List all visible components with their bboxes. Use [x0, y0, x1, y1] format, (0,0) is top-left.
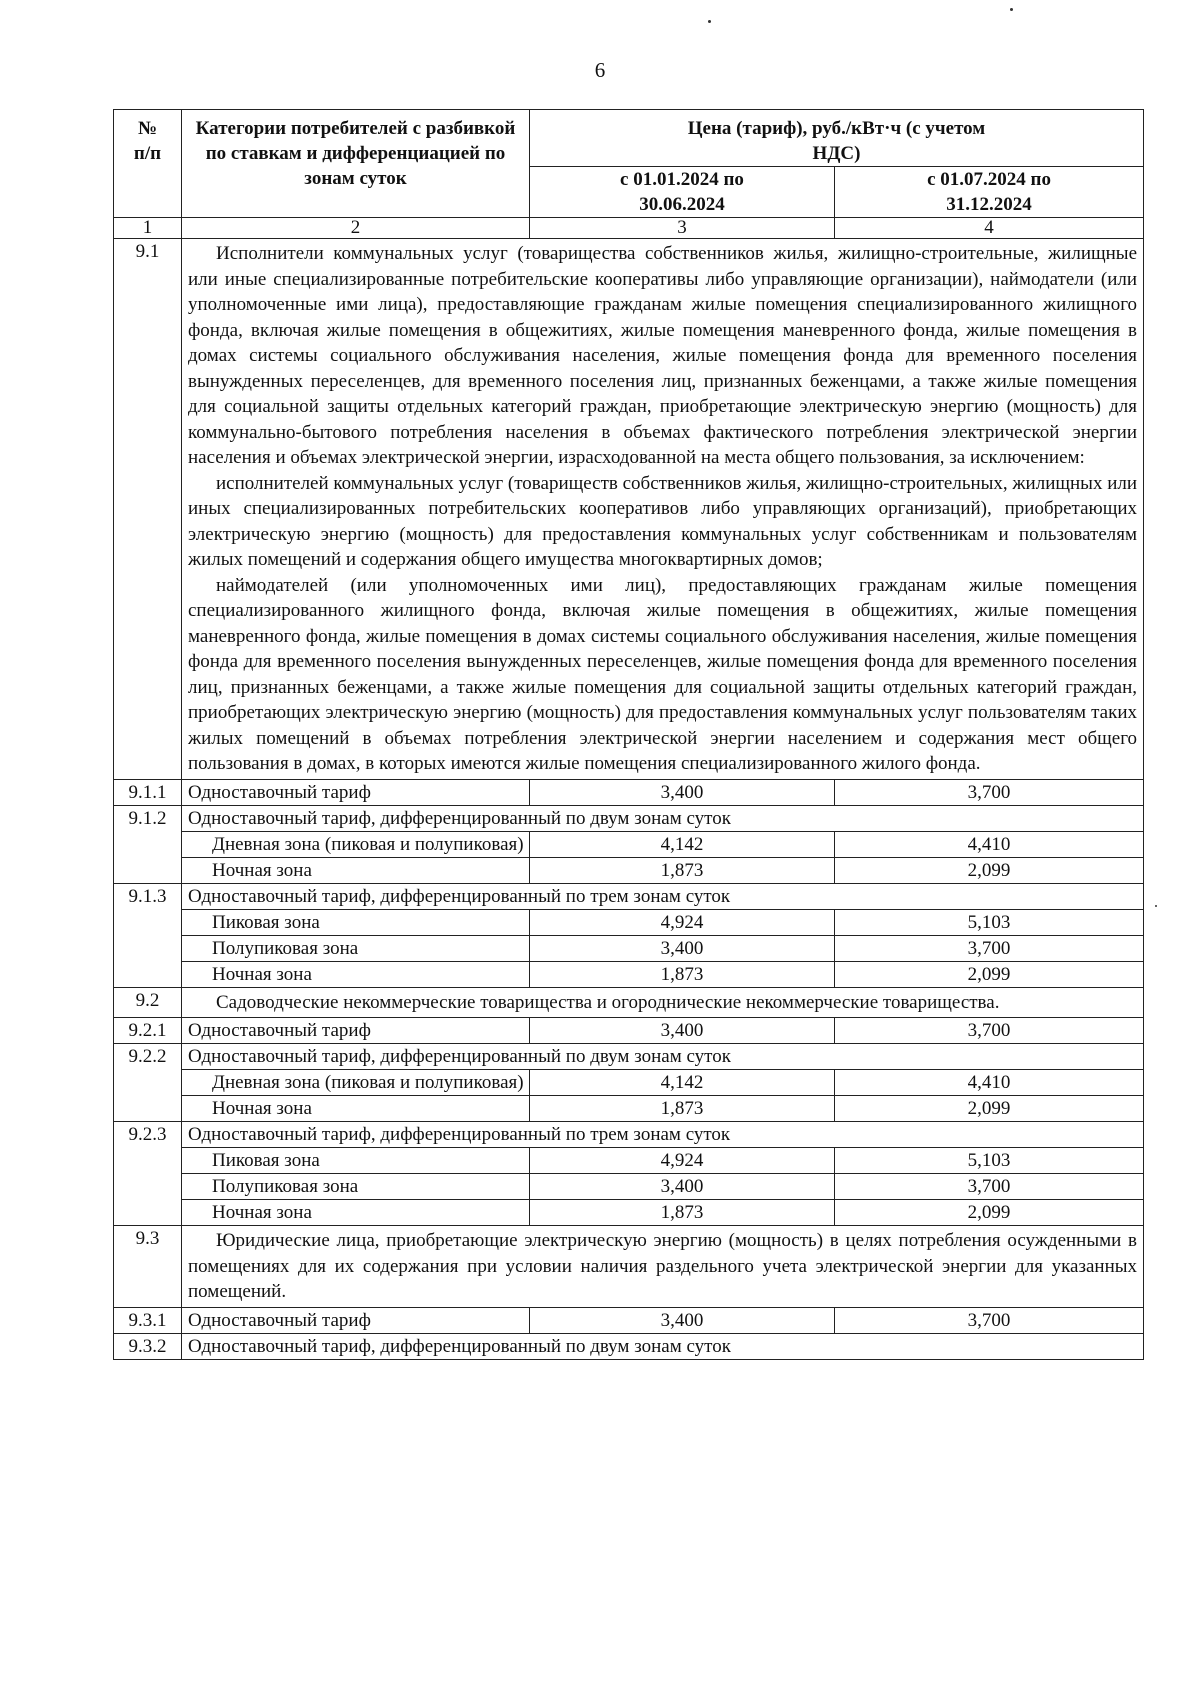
price-value: 3,700: [835, 779, 1144, 805]
page-number: 6: [594, 58, 606, 82]
index-cell: 4: [835, 218, 1144, 239]
price-value: 1,873: [530, 961, 835, 987]
table-row: [114, 1096, 1144, 1122]
price-value: 2,099: [835, 857, 1144, 883]
table-row: [114, 805, 1144, 831]
table-row: [114, 1200, 1144, 1226]
table-row: [114, 1174, 1144, 1200]
price-value: 3,400: [530, 1018, 835, 1044]
price-value: 2,099: [835, 961, 1144, 987]
category-label: Одноставочный тариф, дифференцированный по трем зонам суток: [182, 1122, 1144, 1148]
table-row: [114, 1307, 1144, 1333]
row-number: 9.1.3: [114, 883, 182, 987]
category-label: Одноставочный тариф: [182, 779, 530, 805]
table-row: [114, 909, 1144, 935]
price-value: 3,400: [530, 1174, 835, 1200]
price-value: 5,103: [835, 1148, 1144, 1174]
zone-label: Ночная зона: [182, 1200, 530, 1226]
tariff-table: [113, 109, 1144, 1360]
section-row: [114, 239, 1144, 780]
price-value: 3,400: [530, 779, 835, 805]
index-cell: 2: [182, 218, 530, 239]
row-number: 9.1.1: [114, 779, 182, 805]
zone-label: Полупиковая зона: [182, 935, 530, 961]
price-value: 1,873: [530, 1096, 835, 1122]
index-cell: 3: [530, 218, 835, 239]
price-value: 3,700: [835, 935, 1144, 961]
price-value: 2,099: [835, 1096, 1144, 1122]
price-value: 4,410: [835, 1070, 1144, 1096]
zone-label: Ночная зона: [182, 1096, 530, 1122]
table-row: [114, 1148, 1144, 1174]
table-row: [114, 1122, 1144, 1148]
price-value: 4,142: [530, 831, 835, 857]
price-value: 2,099: [835, 1200, 1144, 1226]
paragraph: Исполнители коммунальных услуг (товарищества собственников жилья, жилищно-строительные, жилищные или иные специализированные потребительские кооперативы либо управляющие организации), наймодатели (или уполномоченные ими лица), предоставляющие гражданам жилые помещения специализированного жилищного фонда, включая жилые помещения в общежитиях, жилые помещения маневренного фонда, жилые помещения в домах системы социального обслуживания населения, жилые помещения фонда для временного поселения вынужденных переселенцев, для временного поселения лиц, признанных беженцами, а также жилые помещения для социальной защиты отдельных категорий граждан, приобретающие электрическую энергию (мощность) для коммунально-бытового потребления населения в объемах фактического потребления электрической энергии населения и объемах электрической энергии, израсходованной на места общего пользования, за исключением:: [188, 243, 1138, 468]
price-value: 4,410: [835, 831, 1144, 857]
category-label: Одноставочный тариф, дифференцированный по трем зонам суток: [182, 883, 1144, 909]
table-row: [114, 857, 1144, 883]
row-number: 9.3: [114, 1226, 182, 1308]
header-period2: с 01.07.2024 по 31.12.2024: [835, 167, 1144, 218]
row-number: 9.3.1: [114, 1307, 182, 1333]
row-number: 9.2.2: [114, 1044, 182, 1122]
zone-label: Пиковая зона: [182, 909, 530, 935]
price-value: 3,400: [530, 935, 835, 961]
scan-speck: [1155, 905, 1157, 907]
paragraph: исполнителей коммунальных услуг (товариществ собственников жилья, жилищно-строительных, жилищных или иных специализированных потребительских кооперативов либо управляющих организаций), приобретающих электрическую энергию (мощность) для предоставления коммунальных услуг собственникам и пользователям жилых помещений и содержания общего имущества многоквартирных домов;: [188, 472, 1138, 570]
price-value: 3,700: [835, 1174, 1144, 1200]
row-number: 9.2.3: [114, 1122, 182, 1226]
section-description: Садоводческие некоммерческие товарищества и огороднические некоммерческие товарищества.: [182, 987, 1144, 1018]
price-value: 1,873: [530, 857, 835, 883]
table-row: [114, 1018, 1144, 1044]
category-label: Одноставочный тариф: [182, 1307, 530, 1333]
zone-label: Дневная зона (пиковая и полупиковая): [182, 831, 530, 857]
paragraph: наймодателей (или уполномоченных ими лиц), предоставляющих гражданам жилые помещения специализированного жилищного фонда, включая жилые помещения в общежитиях, жилые помещения маневренного фонда, жилые помещения в домах системы социального обслуживания населения, жилые помещения фонда для временного поселения вынужденных переселенцев, жилые помещения фонда для временного поселения лиц, признанных беженцами, а также жилые помещения для социальной защиты отдельных категорий граждан, приобретающих электрическую энергию (мощность) для предоставления коммунальных услуг пользователям таких жилых помещений в объемах потребления электрической энергии населением и содержания мест общего пользования в домах, в которых имеются жилые помещения специализированного жилого фонда.: [188, 574, 1138, 774]
index-row: [114, 218, 1144, 239]
price-value: 5,103: [835, 909, 1144, 935]
header-price: Цена (тариф), руб./кВт·ч (с учетом НДС): [530, 110, 1144, 167]
zone-label: Полупиковая зона: [182, 1174, 530, 1200]
scan-speck: [708, 20, 711, 23]
table-row: [114, 779, 1144, 805]
table-row: [114, 883, 1144, 909]
price-value: 3,700: [835, 1307, 1144, 1333]
index-cell: 1: [114, 218, 182, 239]
row-number: 9.1.2: [114, 805, 182, 883]
header-row: [114, 110, 1144, 167]
price-value: 3,700: [835, 1018, 1144, 1044]
price-value: 4,924: [530, 1148, 835, 1174]
price-value: 4,924: [530, 909, 835, 935]
row-number: 9.1: [114, 239, 182, 780]
category-label: Одноставочный тариф, дифференцированный по двум зонам суток: [182, 1333, 1144, 1359]
price-value: 1,873: [530, 1200, 835, 1226]
row-number: 9.3.2: [114, 1333, 182, 1359]
row-number: 9.2: [114, 987, 182, 1018]
header-period1: с 01.01.2024 по 30.06.2024: [530, 167, 835, 218]
price-value: 3,400: [530, 1307, 835, 1333]
category-label: Одноставочный тариф: [182, 1018, 530, 1044]
zone-label: Ночная зона: [182, 961, 530, 987]
header-category: Категории потребителей с разбивкой по ставкам и дифференциацией по зонам суток: [182, 110, 530, 218]
table-row: [114, 1070, 1144, 1096]
table-row: [114, 1333, 1144, 1359]
category-label: Одноставочный тариф, дифференцированный по двум зонам суток: [182, 805, 1144, 831]
scan-speck: [1010, 8, 1013, 11]
section-row: [114, 1226, 1144, 1308]
zone-label: Пиковая зона: [182, 1148, 530, 1174]
section-description: Юридические лица, приобретающие электрическую энергию (мощность) в целях потребления осужденными в помещениях для их содержания при условии наличия раздельного учета электрической энергии для указанных помещений.: [182, 1226, 1144, 1308]
price-value: 4,142: [530, 1070, 835, 1096]
table-row: [114, 935, 1144, 961]
table-row: [114, 961, 1144, 987]
section-row: [114, 987, 1144, 1018]
header-number: № п/п: [114, 110, 182, 218]
row-number: 9.2.1: [114, 1018, 182, 1044]
zone-label: Ночная зона: [182, 857, 530, 883]
zone-label: Дневная зона (пиковая и полупиковая): [182, 1070, 530, 1096]
table-row: [114, 831, 1144, 857]
section-description: [182, 239, 1144, 780]
table-row: [114, 1044, 1144, 1070]
category-label: Одноставочный тариф, дифференцированный по двум зонам суток: [182, 1044, 1144, 1070]
